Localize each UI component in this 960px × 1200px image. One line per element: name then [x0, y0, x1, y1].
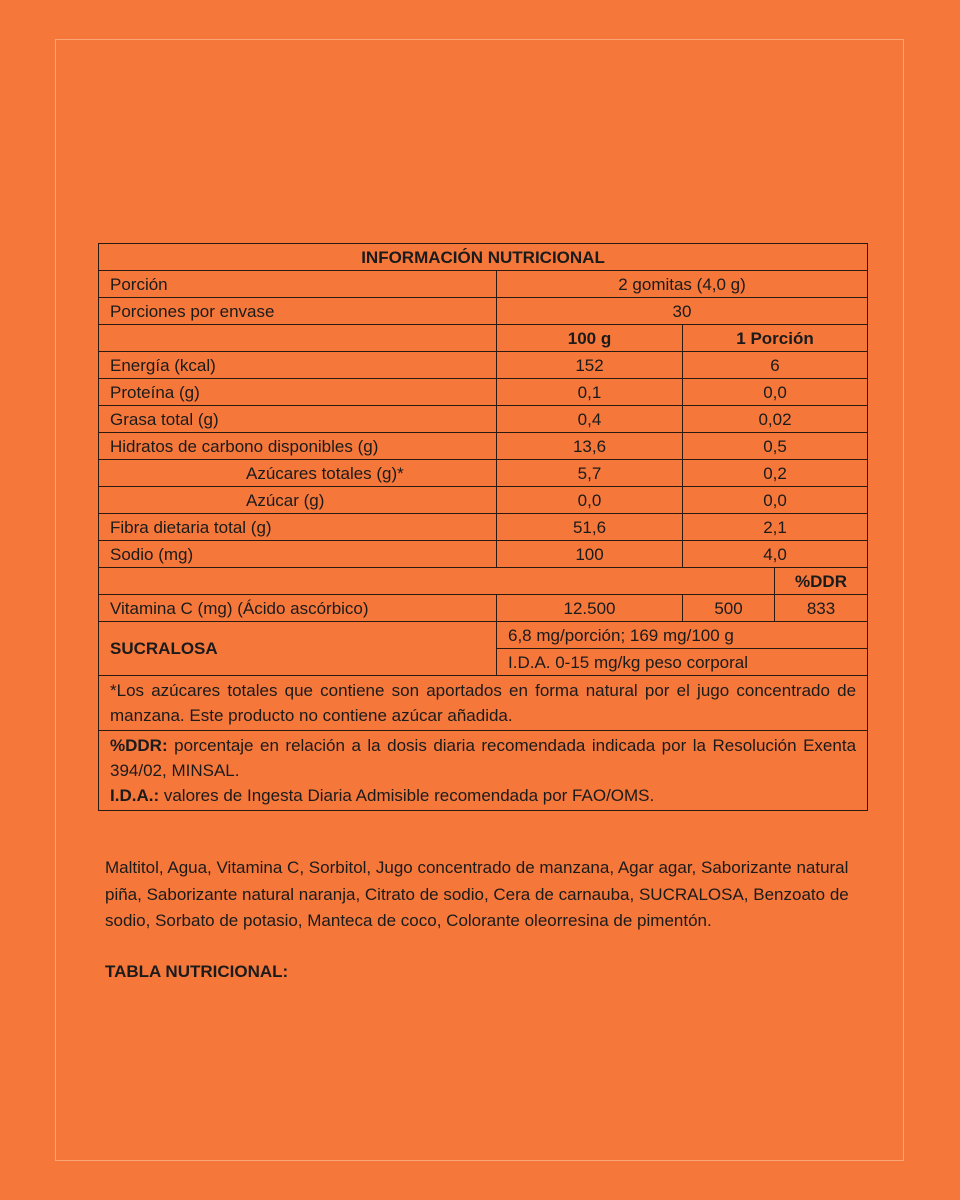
empty-ddr-spacer	[99, 568, 775, 595]
table-row	[99, 514, 868, 541]
vitamina-value-porcion: 500	[683, 595, 775, 622]
table-row	[99, 406, 868, 433]
row-value-100g: 0,4	[497, 406, 683, 433]
porcion-value: 2 gomitas (4,0 g)	[497, 271, 868, 298]
porcion-row	[99, 271, 868, 298]
col-header-porcion: 1 Porción	[683, 325, 868, 352]
ingredients-text: Maltitol, Agua, Vitamina C, Sorbitol, Jugo concentrado de manzana, Agar agar, Saborizante natural piña, Saborizante natural naranja, Citrato de sodio, Cera de carnauba, SUCRALOSA, Benzoato de sodio, Sorbato de potasio, Manteca de coco, Colorante oleorresina de pimentón.	[105, 858, 849, 930]
col-header-100g: 100 g	[497, 325, 683, 352]
row-value-porcion: 6	[683, 352, 868, 379]
vitamina-label: Vitamina C (mg) (Ácido ascórbico)	[99, 595, 497, 622]
porciones-envase-label: Porciones por envase	[99, 298, 497, 325]
table-row	[99, 460, 868, 487]
vitamina-value-ddr: 833	[775, 595, 868, 622]
row-value-porcion: 0,2	[683, 460, 868, 487]
table-row	[99, 352, 868, 379]
ddr-header: %DDR	[775, 568, 868, 595]
row-value-porcion: 4,0	[683, 541, 868, 568]
row-value-100g: 51,6	[497, 514, 683, 541]
row-label: Fibra dietaria total (g)	[99, 514, 497, 541]
table-row	[99, 379, 868, 406]
row-label: Sodio (mg)	[99, 541, 497, 568]
ddr-header-row	[99, 568, 868, 595]
note-ida-label: I.D.A.:	[110, 786, 160, 805]
row-label: Azúcar (g)	[99, 487, 497, 514]
note-definitions-row	[99, 731, 868, 811]
sucralosa-label: SUCRALOSA	[99, 622, 497, 676]
row-value-100g: 5,7	[497, 460, 683, 487]
table-title-row	[99, 244, 868, 271]
vitamina-row	[99, 595, 868, 622]
empty-header-cell	[99, 325, 497, 352]
row-value-porcion: 0,5	[683, 433, 868, 460]
table-title: INFORMACIÓN NUTRICIONAL	[99, 244, 868, 271]
row-label: Azúcares totales (g)*	[99, 460, 497, 487]
row-value-100g: 0,0	[497, 487, 683, 514]
row-label: Proteína (g)	[99, 379, 497, 406]
row-value-100g: 13,6	[497, 433, 683, 460]
porcion-label: Porción	[99, 271, 497, 298]
row-value-porcion: 0,02	[683, 406, 868, 433]
column-header-row	[99, 325, 868, 352]
table-row	[99, 487, 868, 514]
row-label: Grasa total (g)	[99, 406, 497, 433]
vitamina-value-100g: 12.500	[497, 595, 683, 622]
row-value-100g: 100	[497, 541, 683, 568]
row-value-porcion: 0,0	[683, 487, 868, 514]
row-value-porcion: 2,1	[683, 514, 868, 541]
porciones-envase-row	[99, 298, 868, 325]
row-label: Energía (kcal)	[99, 352, 497, 379]
nutrition-table	[98, 243, 868, 811]
row-label: Hidratos de carbono disponibles (g)	[99, 433, 497, 460]
note-definitions	[99, 731, 868, 811]
note-azucares: *Los azúcares totales que contiene son aportados en forma natural por el jugo concentrado de manzana. Este producto no contiene azúcar añadida.	[99, 676, 868, 731]
sucralosa-row	[99, 622, 868, 649]
tabla-nutricional-heading: TABLA NUTRICIONAL:	[105, 962, 289, 981]
row-value-porcion: 0,0	[683, 379, 868, 406]
row-value-100g: 0,1	[497, 379, 683, 406]
row-value-100g: 152	[497, 352, 683, 379]
table-row	[99, 433, 868, 460]
table-row	[99, 541, 868, 568]
note-ddr-text: porcentaje en relación a la dosis diaria recomendada indicada por la Resolución Exenta 394/02, MINSAL.	[110, 736, 857, 780]
note-azucares-row	[99, 676, 868, 731]
sucralosa-line-1: 6,8 mg/porción; 169 mg/100 g	[497, 622, 868, 649]
sucralosa-line-2: I.D.A. 0-15 mg/kg peso corporal	[497, 649, 868, 676]
note-ida-text: valores de Ingesta Diaria Admisible recomendada por FAO/OMS.	[159, 786, 655, 805]
porciones-envase-value: 30	[497, 298, 868, 325]
note-ddr-label: %DDR:	[110, 736, 168, 755]
